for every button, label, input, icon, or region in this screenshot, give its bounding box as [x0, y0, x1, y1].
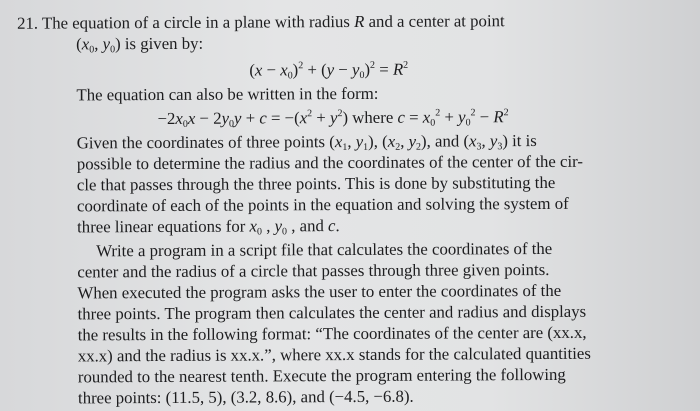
problem-line-1: 21. The equation of a circle in a plane with radius R and a center at point: [16, 11, 505, 33]
problem-line-16: xx.x) and the radius is xx.x.”, where xx.x stands for the calculated quantities: [77, 343, 591, 366]
equation-expanded: $-2x_0x - 2y_0y + c = -(x^2 + y^2)$ where $c = x_0^2 + y_0^2 - R^2$: [157, 107, 509, 130]
problem-line-12: center and the radius of a circle that passes through three given points.: [77, 259, 550, 282]
problem-line-18: three points: (11.5, 5), (3.2, 8.6), and (−4.5, −6.8).: [77, 386, 414, 408]
problem-number: 21.: [16, 13, 39, 33]
problem-line-14: three points. The program then calculates the center and radius and displays: [77, 301, 587, 324]
problem-line-17: rounded to the nearest tenth. Execute the program entering the following: [77, 364, 566, 387]
problem-line-2: ($x_0$, $y_0$) is given by:: [76, 33, 204, 56]
problem-line-10: three linear equations for $x_0$ , $y_0$ , and c.: [77, 216, 340, 238]
problem-line-6: Given the coordinates of three points ($x_1$, $y_1$), ($x_2$, $y_2$), and ($x_3$, $y_3$) it is: [76, 131, 537, 154]
problem-line-13: When executed the program asks the user to enter the coordinates of the: [77, 280, 562, 303]
problem-line-7: possible to determine the radius and the coordinates of the center of the cir-: [76, 151, 584, 174]
problem-line-15: the results in the following format: “The coordinates of the center are (xx.x,: [77, 322, 587, 345]
equation-circle: $(x - x_0)^2 + (y - y_0)^2 = R^2$: [249, 59, 409, 82]
problem-line-4: The equation can also be written in the form:: [76, 83, 379, 105]
problem-line-11: Write a program in a script file that calculates the coordinates of the: [96, 238, 553, 261]
problem-line-8: cle that passes through the three points. This is done by substituting the: [76, 172, 556, 195]
problem-line-9: coordinate of each of the points in the equation and solving the system of: [76, 193, 569, 216]
